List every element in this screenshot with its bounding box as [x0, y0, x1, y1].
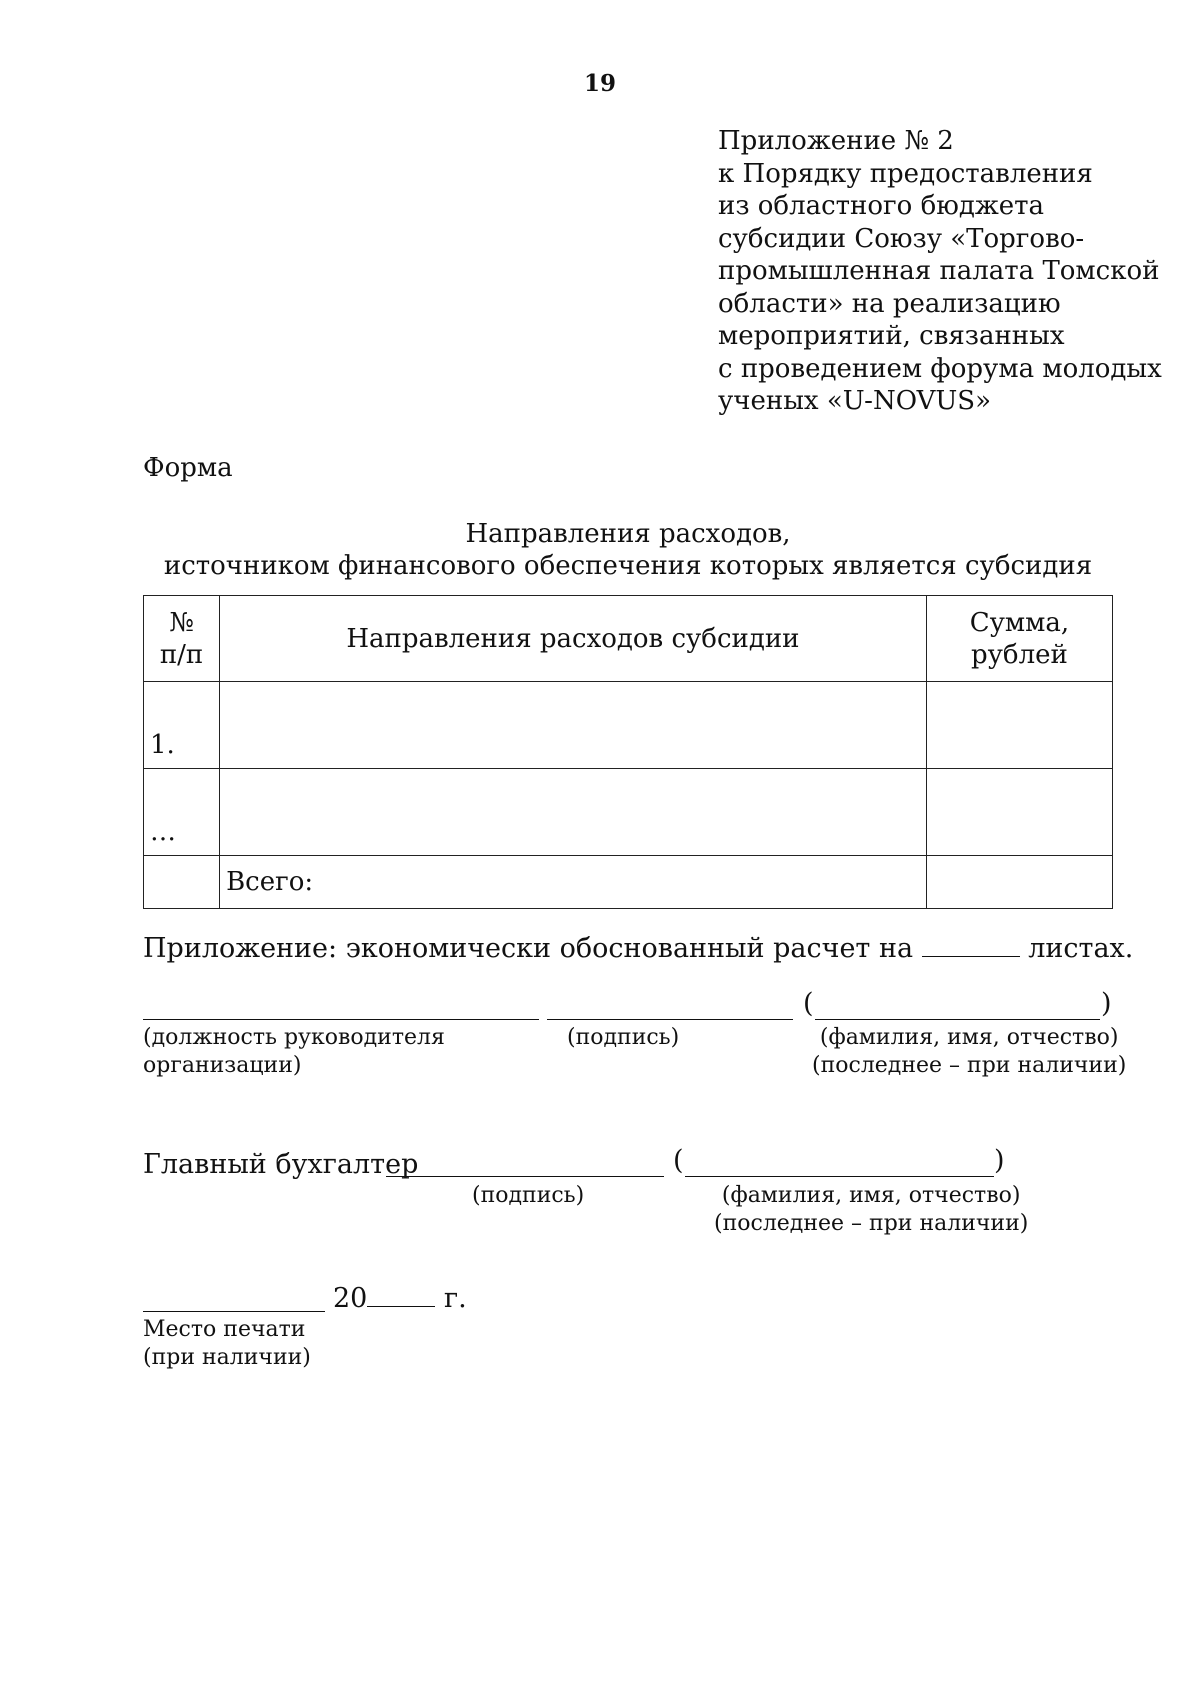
table-title-line-1: Направления расходов, — [465, 519, 791, 549]
appendix-note — [718, 125, 1188, 418]
appendix-line: промышленная палата Томской — [718, 256, 1160, 286]
header-number — [144, 596, 220, 682]
total-number-cell — [144, 856, 220, 909]
appendix-line: области» на реализацию — [718, 288, 1061, 319]
expenses-table — [143, 595, 1113, 909]
header-number-line-2: п/п — [159, 639, 204, 670]
date-blank — [143, 1311, 325, 1312]
header-description: Направления расходов субсидии — [220, 596, 927, 682]
appendix-line: Приложение № 2 — [718, 126, 954, 156]
year-prefix: 20 — [333, 1283, 368, 1314]
position-label — [143, 1024, 445, 1080]
paren-close: ) — [994, 1145, 1005, 1176]
stamp-label — [143, 1316, 311, 1372]
row-number: 1. — [144, 682, 220, 769]
paren-close: ) — [1101, 988, 1112, 1019]
header-sum-line-1: Сумма, — [969, 607, 1070, 638]
accountant-fio-label-line-2: (последнее – при наличии) — [714, 1211, 1029, 1236]
table-row — [144, 682, 1113, 769]
accountant-fio-label-line-1: (фамилия, имя, отчество) — [721, 1183, 1021, 1208]
stamp-label-line-1: Место печати — [143, 1317, 306, 1342]
appendix-line: субсидии Союзу «Торгово- — [718, 223, 1085, 254]
position-blank — [143, 1019, 539, 1020]
position-label-line-1: (должность руководителя — [143, 1025, 445, 1050]
form-label: Форма — [143, 453, 233, 483]
paren-open: ( — [803, 988, 814, 1019]
appendix-line: с проведением форума молодых — [718, 353, 1162, 384]
fio-blank — [815, 1019, 1100, 1020]
signature-label: (подпись) — [567, 1025, 680, 1050]
signature-blank — [547, 1019, 793, 1020]
header-sum — [926, 596, 1112, 682]
accountant-fio-label — [714, 1182, 1028, 1238]
stamp-label-line-2: (при наличии) — [143, 1345, 311, 1370]
accountant-signature-label: (подпись) — [472, 1183, 585, 1208]
total-sum-cell — [926, 856, 1112, 909]
row-number: … — [144, 769, 220, 856]
fio-label — [812, 1024, 1126, 1080]
row-sum — [926, 769, 1112, 856]
header-number-line-1: № — [169, 607, 194, 638]
page-number: 19 — [583, 70, 616, 97]
row-description — [220, 682, 927, 769]
table-header-row — [144, 596, 1113, 682]
table-row — [144, 769, 1113, 856]
year-blank — [367, 1306, 435, 1307]
table-title-line-2: источником финансового обеспечения которых является субсидия — [163, 551, 1093, 581]
accountant-fio-blank — [685, 1176, 994, 1177]
row-sum — [926, 682, 1112, 769]
appendix-line: к Порядку предоставления — [718, 158, 1093, 189]
appendix-line: мероприятий, связанных — [718, 321, 1065, 351]
table-total-row — [144, 856, 1113, 909]
table-title — [143, 518, 1113, 582]
accountant-label: Главный бухгалтер — [143, 1149, 419, 1180]
total-label: Всего: — [220, 856, 927, 909]
appendix-line: ученых «U-NOVUS» — [718, 386, 991, 416]
date-year — [333, 1283, 467, 1314]
row-description — [220, 769, 927, 856]
position-label-line-2: организации) — [143, 1053, 302, 1078]
accountant-signature-blank — [386, 1176, 664, 1177]
appendix-line: из областного бюджета — [718, 191, 1045, 221]
sheet-count-blank — [922, 956, 1020, 957]
fio-label-line-2: (последнее – при наличии) — [812, 1053, 1127, 1078]
header-sum-line-2: рублей — [970, 639, 1068, 670]
paren-open: ( — [673, 1145, 684, 1176]
year-suffix: г. — [443, 1283, 467, 1314]
attachment-line — [143, 933, 1133, 964]
attachment-text-after: листах. — [1028, 933, 1134, 964]
fio-label-line-1: (фамилия, имя, отчество) — [819, 1025, 1119, 1050]
attachment-text-before: Приложение: экономически обоснованный расчет на — [143, 933, 914, 964]
